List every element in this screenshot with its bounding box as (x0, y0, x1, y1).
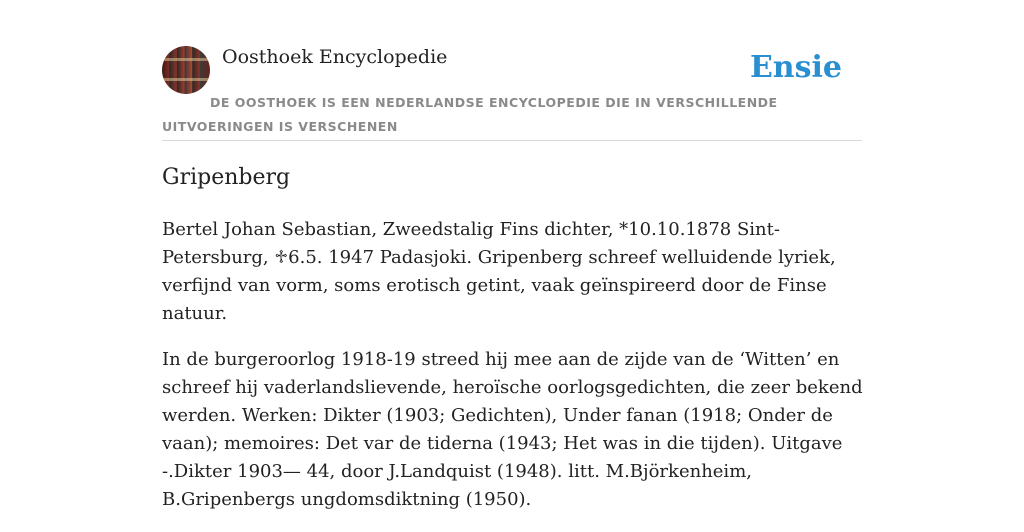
article-paragraph: Bertel Johan Sebastian, Zweedstalig Fins dichter, *10.10.1878 Sint-Petersburg, ♱6.5. 1947 Padasjoki. Gripenberg schreef welluidende lyriek, verfijnd van vorm, soms erotisch getint, vaak geïnspireerd door de Finse natuur. (162, 219, 836, 324)
article-paragraph: In de burgeroorlog 1918-19 streed hij mee aan de zijde van de ‘Witten’ en schreef hij vaderlandslievende, heroïsche oorlogsgedichten, die zeer bekend werden. Werken: Dikter (1903; Gedichten), Under fanan (1918; Onder de vaan); memoires: Det var de tiderna (1943; Het was in die tijden). Uitgave -.Dikter 1903— 44, door J.Landquist (1948). litt. M.Björkenheim, B.Gripenbergs ungdomsdiktning (1950). (162, 349, 863, 510)
article-title: Gripenberg (162, 165, 291, 190)
site-title[interactable]: Oosthoek Encyclopedie (222, 46, 448, 68)
article-content (162, 216, 867, 532)
encyclopedia-avatar[interactable] (162, 46, 210, 94)
site-header (162, 46, 862, 141)
brand-logo[interactable]: Ensie (749, 50, 842, 85)
site-subtitle: DE OOSTHOEK IS EEN NEDERLANDSE ENCYCLOPEDIE DIE IN VERSCHILLENDE UITVOERINGEN IS VERSCHENEN (162, 95, 778, 134)
